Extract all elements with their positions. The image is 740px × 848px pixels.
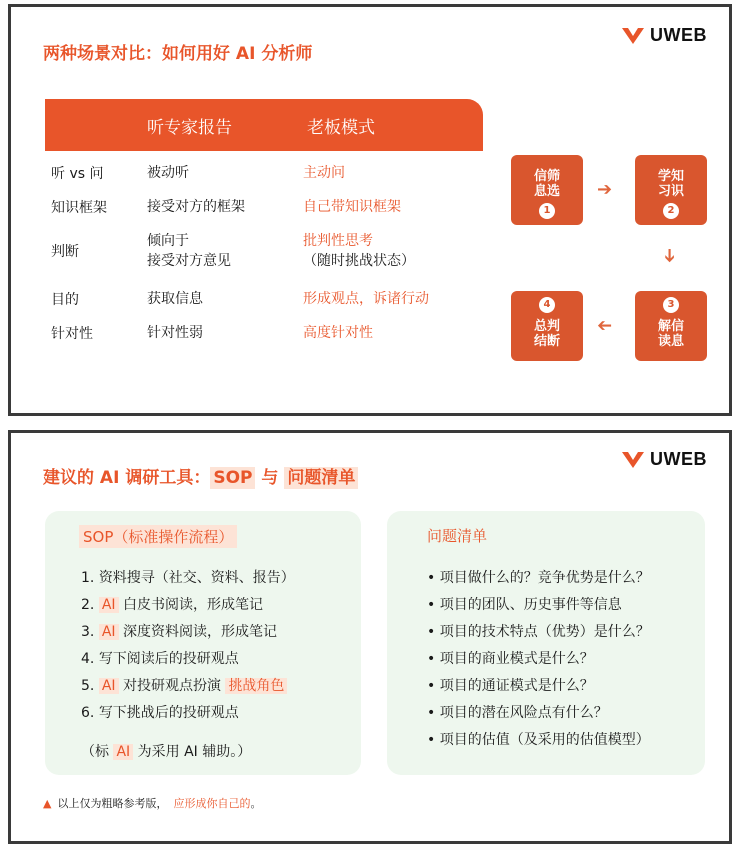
slide-tools: [8, 430, 732, 844]
row-boss: 形成观点，诉诸行动: [303, 291, 429, 307]
item-number: 1.: [81, 570, 95, 586]
row-boss-line1: 批判性思考: [303, 233, 373, 249]
row-expert: 获取信息: [147, 291, 203, 307]
item-text: 写下阅读后的投研观点: [98, 651, 239, 667]
list-item: • 项目做什么的？竞争优势是什么？: [427, 570, 650, 586]
item-text: 写下挑战后的投研观点: [98, 705, 239, 721]
flow-step-number: 1: [539, 203, 555, 219]
table-row: [51, 231, 491, 275]
title-part: 建议的 AI 调研工具：: [43, 468, 211, 488]
footer-note: [43, 795, 261, 811]
logo-text: UWEB: [650, 25, 707, 45]
flow-step-1: [511, 155, 583, 225]
flow-step-text: 结断: [533, 334, 560, 349]
question-text: 项目的商业模式是什么？: [439, 651, 594, 667]
question-text: 项目的估值（及采用的估值模型）: [439, 732, 650, 748]
item-text: 资料搜寻（社交、资料、报告）: [98, 570, 295, 586]
row-expert-line1: 倾向于: [147, 233, 189, 249]
title-part: 与: [255, 468, 285, 488]
flow-step-text: 总判: [533, 319, 560, 334]
list-item: • 项目的通证模式是什么？: [427, 678, 594, 694]
ai-tag: AI: [99, 678, 119, 694]
item-text: 深度资料阅读，形成笔记: [122, 624, 277, 640]
row-expert-line2: 接受对方意见: [147, 253, 231, 269]
row-boss: 主动问: [303, 165, 345, 181]
item-number: 2.: [81, 597, 95, 613]
row-label: 针对性: [51, 326, 93, 342]
sop-title: SOP（标准操作流程）: [79, 525, 237, 548]
list-item: • 项目的技术特点（优势）是什么？: [427, 624, 650, 640]
column-header-expert: 听专家报告: [147, 118, 232, 138]
question-text: 项目的潜在风险点有什么？: [439, 705, 608, 721]
slide-title: 两种场景对比：如何用好 AI 分析师: [43, 44, 313, 64]
flow-step-text: 学知: [657, 169, 684, 184]
list-item: [81, 675, 287, 695]
flow-step-text: 解信: [657, 319, 684, 334]
table-header: [45, 99, 483, 151]
note-text: 为采用 AI 辅助。）: [137, 744, 252, 760]
list-item: [81, 702, 239, 722]
list-item: • 项目的商业模式是什么？: [427, 651, 594, 667]
uweb-logo-icon: [622, 452, 644, 468]
slide-comparison: [8, 4, 732, 416]
questions-title: 问题清单: [427, 527, 488, 545]
row-boss-line2: （随时挑战状态）: [303, 253, 415, 269]
item-number: 5.: [81, 678, 95, 694]
list-item: [81, 567, 295, 587]
item-number: 6.: [81, 705, 95, 721]
list-item: • 项目的估值（及采用的估值模型）: [427, 732, 650, 748]
flow-step-text: 读息: [657, 334, 684, 349]
flow-step-number: 3: [663, 297, 679, 313]
footer-text: 以上仅为粗略参考版，: [57, 797, 168, 810]
list-item: [81, 648, 239, 668]
ai-tag: AI: [113, 744, 133, 760]
arrow-right-icon: ➔: [597, 179, 613, 200]
triangle-icon: ▲: [43, 797, 52, 810]
note-text: （标: [81, 744, 109, 760]
arrow-left-icon: ➔: [597, 315, 613, 336]
flow-step-text: 息选: [533, 184, 560, 199]
sop-panel: [45, 511, 361, 775]
ai-tag: AI: [99, 624, 119, 640]
arrow-down-icon: ➔: [659, 247, 681, 264]
flow-step-4: [511, 291, 583, 361]
row-boss: 高度针对性: [303, 325, 373, 341]
list-item: [81, 594, 263, 614]
item-text: 对投研观点扮演: [122, 678, 221, 694]
flow-step-text: 信筛: [533, 169, 560, 184]
item-number: 4.: [81, 651, 95, 667]
row-expert: 接受对方的框架: [147, 199, 245, 215]
flow-step-number: 2: [663, 203, 679, 219]
question-text: 项目做什么的？竞争优势是什么？: [439, 570, 650, 586]
item-text: 白皮书阅读，形成笔记: [122, 597, 263, 613]
row-expert: [147, 231, 231, 271]
row-boss: [303, 231, 415, 271]
footer-end: 。: [250, 797, 262, 810]
question-text: 项目的通证模式是什么？: [439, 678, 594, 694]
challenge-role-tag: 挑战角色: [225, 678, 287, 694]
uweb-logo: [622, 449, 707, 470]
item-number: 3.: [81, 624, 95, 640]
row-label: 目的: [51, 292, 79, 308]
list-item: [81, 621, 277, 641]
row-boss: 自己带知识框架: [303, 199, 401, 215]
uweb-logo: [622, 25, 707, 46]
uweb-logo-icon: [622, 28, 644, 44]
row-label: 判断: [51, 244, 79, 260]
flow-step-number: 4: [539, 297, 555, 313]
slide-title: [43, 463, 358, 488]
row-expert: 针对性弱: [147, 325, 203, 341]
question-text: 项目的团队、历史事件等信息: [439, 597, 622, 613]
row-label: 听 vs 问: [51, 166, 104, 182]
question-text: 项目的技术特点（优势）是什么？: [439, 624, 650, 640]
row-expert: 被动听: [147, 165, 189, 181]
footer-highlight: 应形成你自己的: [173, 797, 251, 810]
logo-text: UWEB: [650, 449, 707, 469]
column-header-boss: 老板模式: [307, 118, 375, 138]
title-questions: 问题清单: [284, 467, 358, 489]
flow-step-3: [635, 291, 707, 361]
sop-note: [81, 741, 251, 761]
flow-step-2: [635, 155, 707, 225]
ai-tag: AI: [99, 597, 119, 613]
flow-step-text: 习识: [657, 184, 684, 199]
questions-panel: [387, 511, 705, 775]
list-item: • 项目的潜在风险点有什么？: [427, 705, 608, 721]
row-label: 知识框架: [51, 200, 107, 216]
title-sop: SOP: [210, 467, 255, 489]
list-item: • 项目的团队、历史事件等信息: [427, 597, 622, 613]
